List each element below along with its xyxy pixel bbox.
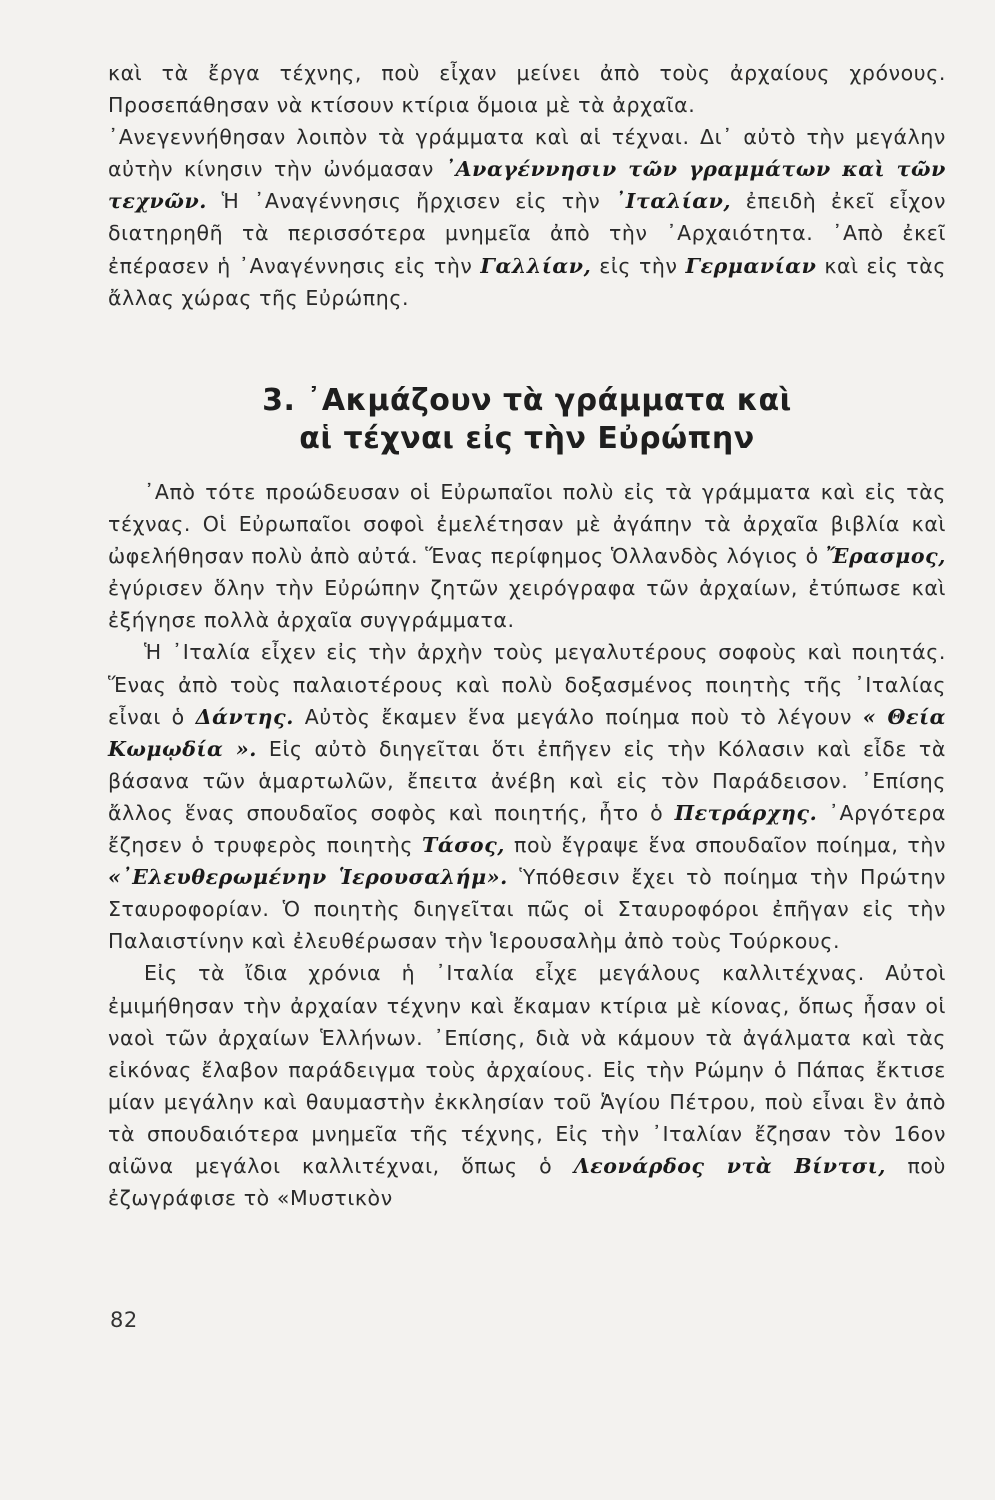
emphasis-renaissance-term: ᾿Αναγέννησιν τῶν γραμμάτων καὶ τῶν τεχνῶν. [108,157,946,214]
emphasis-leonardo: Λεονάρδος ντὰ Βίντσι, [573,1153,886,1178]
text-run: Αὐτὸς ἔκαμεν ἕνα μεγάλο ποίημα ποὺ τὸ λέγουν [294,704,863,729]
emphasis-dante: Δάντης. [195,704,294,729]
text-run: ἐγύρισεν ὅλην τὴν Εὐρώπην ζητῶν χειρόγραφα τῶν ἀρχαίων, ἐτύπωσε καὶ ἐξήγησε πολλὰ ἀρχαῖα συγγράμματα. [108,576,946,633]
emphasis-divine-comedy: « Θεία Κωμῳδία ». [108,704,946,761]
emphasis-tasso: Τάσος, [421,833,506,858]
emphasis-petrarch: Πετράρχης. [674,800,818,825]
text-run: καὶ εἰς τὰς ἄλλας χώρας τῆς Εὐρώπης. [108,253,946,310]
emphasis-jerusalem-delivered: «᾿Ελευθερωμένην Ἱερουσαλήμ». [108,865,508,890]
section-heading [108,382,946,458]
section-heading-line-1: 3. ᾿Ακμάζουν τὰ γράμματα καὶ [262,383,792,418]
paragraph-renaissance [108,121,946,314]
text-run: εἰς τὴν [591,253,686,278]
paragraph-italian-poets [108,636,946,957]
emphasis-italy: ᾿Ιταλίαν, [614,189,732,214]
page-number: 82 [110,1308,138,1332]
text-run: Ἡ ᾿Ιταλία εἶχεν εἰς τὴν ἀρχὴν τοὺς μεγαλυτέρους σοφοὺς καὶ ποιητάς. Ἕνας ἀπὸ τοὺς παλαιοτέρους καὶ πολὺ δοξασμένος ποιητὴς τῆς ᾿Ιταλίας εἶναι ὁ [108,640,946,729]
section-body [108,476,946,1214]
text-run: ποὺ ἔγραψε ἕνα σπουδαῖον ποίημα, τὴν [505,833,947,858]
text-run: ἐπειδὴ ἐκεῖ εἶχον διατηρηθῆ τὰ περισσότερα μνημεῖα ἀπὸ τὴν ᾿Αρχαιότητα. ᾿Απὸ ἐκεῖ ἐπέρασεν ἡ ᾿Αναγέννησις εἰς τὴν [108,189,947,278]
text-run: Εἰς αὐτὸ διηγεῖται ὅτι ἐπῆγεν εἰς τὴν Κόλασιν καὶ εἶδε τὰ βάσανα τῶν ἁμαρτωλῶν, ἔπειτα ἀνέβη καὶ εἰς τὸν Παράδεισον. ᾿Επίσης ἄλλος ἕνας σπουδαῖος σοφὸς καὶ ποιητής, ἦτο ὁ [108,736,946,825]
text-run: ᾿Απὸ τότε προώδευσαν οἱ Εὐρωπαῖοι πολὺ εἰς τὰ γράμματα καὶ εἰς τὰς τέχνας. Οἱ Εὐρωπαῖοι σοφοὶ ἐμελέτησαν μὲ ἀγάπην τὰ ἀρχαῖα βιβλία καὶ ὠφελήθησαν πολὺ ἀπὸ αὐτά. Ἕνας περίφημος Ὁλλανδὸς λόγιος ὁ [108,480,946,569]
paragraph-italian-artists [108,957,946,1214]
text-run: ᾿Ανεγεννήθησαν λοιπὸν τὰ γράμματα καὶ αἱ τέχναι. Δι᾿ αὐτὸ τὴν μεγάλην αὐτὴν κίνησιν τὴν ὠνόμασαν [108,125,946,182]
text-run: Ἡ ᾿Αναγέννησις ἤρχισεν εἰς τὴν [207,189,615,214]
emphasis-erasmus: Ἔρασμος, [825,544,946,569]
emphasis-france: Γαλλίαν, [480,253,592,278]
text-run: ποὺ ἐζωγράφισε τὸ «Μυστικὸν [108,1153,946,1211]
text-run: Ὑπόθεσιν ἔχει τὸ ποίημα τὴν Πρώτην Σταυροφορίαν. Ὁ ποιητὴς διηγεῖται πῶς οἱ Σταυροφόροι ἐπῆγαν εἰς τὴν Παλαιστίνην καὶ ἐλευθέρωσαν τὴν Ἱερουσαλὴμ ἀπὸ τοὺς Τούρκους. [108,865,946,954]
paragraph-europeans [108,476,946,636]
top-text-block [108,57,946,314]
emphasis-germany: Γερμανίαν [685,253,817,278]
text-run: Εἰς τὰ ἴδια χρόνια ἡ ᾿Ιταλία εἶχε μεγάλους καλλιτέχνας. Αὐτοὶ ἐμιμήθησαν τὴν ἀρχαίαν τέχνην καὶ ἔκαμαν κτίρια μὲ κίονας, ὅπως ἦσαν οἱ ναοὶ τῶν ἀρχαίων Ἑλλήνων. ᾿Επίσης, διὰ νὰ κάμουν τὰ ἀγάλματα καὶ τὰς εἰκόνας ἔλαβον παράδειγμα τοὺς ἀρχαίους. Εἰς τὴν Ρώμην ὁ Πάπας ἔκτισε μίαν μεγάλην καὶ θαυμαστὴν ἐκκλησίαν τοῦ Ἁγίου Πέτρου, ποὺ εἶναι ἓν ἀπὸ τὰ σπουδαιότερα μνημεῖα τῆς τέχνης, Εἰς τὴν ᾿Ιταλίαν ἔζησαν τὸν 16ον αἰῶνα μεγάλοι καλλιτέχναι, ὅπως ὁ [108,961,946,1178]
text-run: ᾿Αργότερα ἔζησεν ὁ τρυφερὸς ποιητὴς [108,800,946,858]
section-heading-line-2: αἱ τέχναι εἰς τὴν Εὐρώπην [299,421,755,456]
paragraph-continued: καὶ τὰ ἔργα τέχνης, ποὺ εἶχαν μείνει ἀπὸ τοὺς ἀρχαίους χρόνους. Προσεπάθησαν νὰ κτίσουν κτίρια ὅμοια μὲ τὰ ἀρχαῖα. [108,61,946,118]
